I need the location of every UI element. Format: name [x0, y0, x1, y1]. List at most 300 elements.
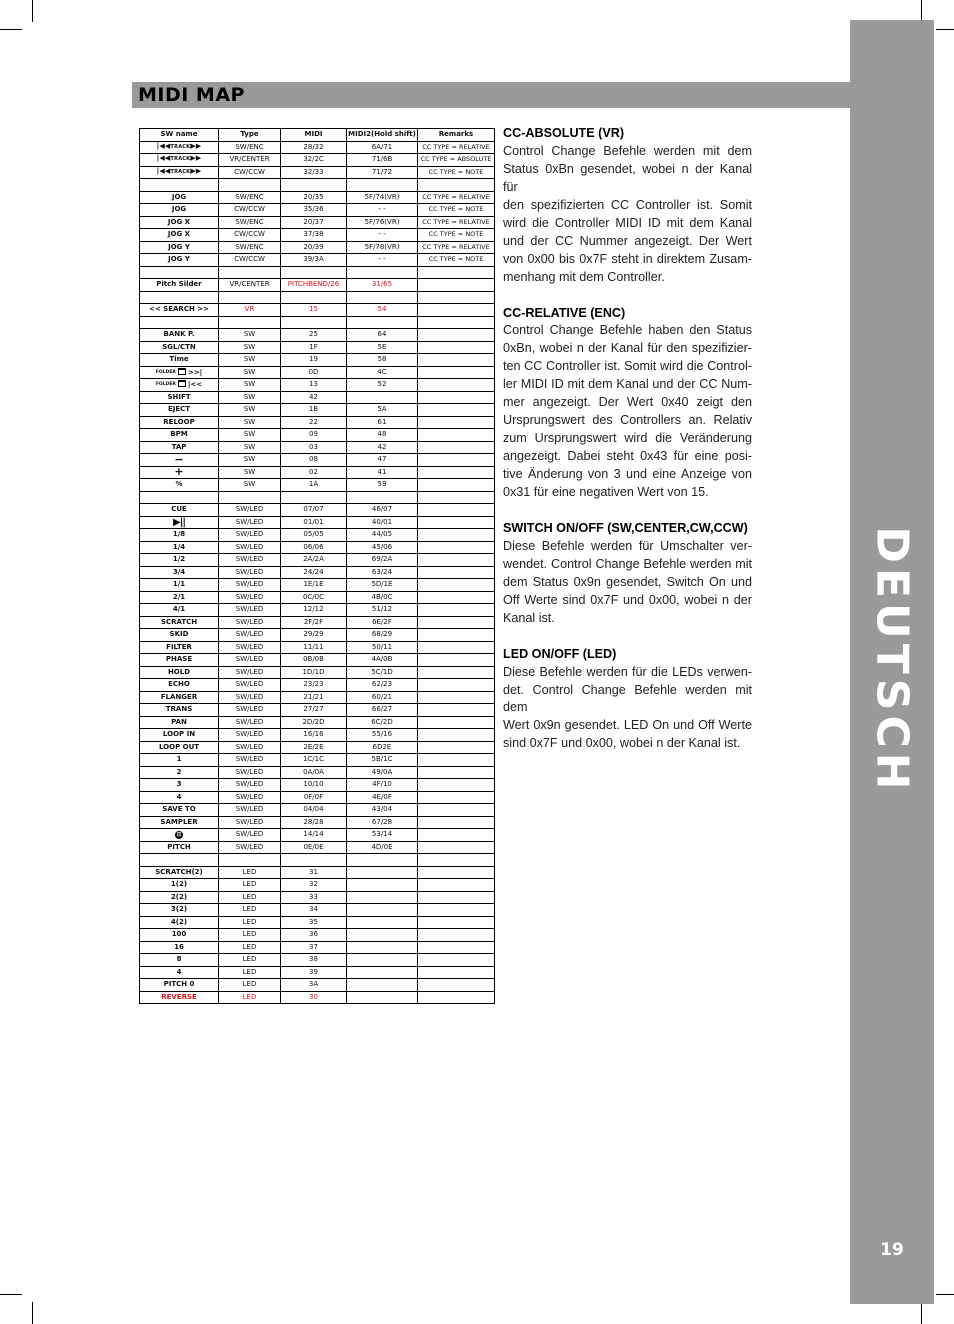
table-row	[140, 341, 495, 354]
table-row	[140, 466, 495, 479]
midi-cell: 1F	[281, 341, 347, 354]
sw-name-cell	[140, 479, 219, 492]
midi-cell: 35	[281, 916, 347, 929]
next-arrow-icon: ▶▶	[190, 154, 202, 163]
sw-name: LOOP OUT	[158, 742, 200, 751]
midi-cell: 32/33	[281, 166, 347, 179]
type-cell: SW/LED	[219, 829, 281, 842]
sw-name: 4/1	[172, 605, 186, 613]
empty-cell	[418, 266, 495, 279]
crop-mark	[936, 1294, 954, 1295]
play-pause-icon	[173, 517, 185, 528]
midi2-cell: 50/11	[347, 641, 418, 654]
midi2-cell	[347, 891, 418, 904]
sw-name-cell	[140, 454, 219, 467]
table-row	[140, 354, 495, 367]
midi-cell: 1C/1C	[281, 754, 347, 767]
remarks-cell	[418, 366, 495, 379]
sw-name: REVERSE	[161, 992, 197, 1001]
table-row	[140, 391, 495, 404]
empty-cell	[347, 854, 418, 867]
midi2-cell: 71/6B	[347, 154, 418, 167]
sw-name: Pitch Silder	[156, 280, 202, 288]
midi2-cell: 45/06	[347, 541, 418, 554]
sw-name: 3	[176, 780, 182, 788]
text-line: von 0x00 bis 0x7F steht in direktem Zusam-	[503, 251, 752, 266]
midi-cell: 34	[281, 904, 347, 917]
table-row	[140, 816, 495, 829]
midi-cell: 2E/2E	[281, 741, 347, 754]
type-cell: SW/LED	[219, 616, 281, 629]
sw-name-cell	[140, 466, 219, 479]
empty-cell	[140, 854, 219, 867]
midi-cell: 33	[281, 891, 347, 904]
midi-cell: 32/2C	[281, 154, 347, 167]
blank-row	[140, 179, 495, 192]
type-cell: LED	[219, 929, 281, 942]
sw-name-cell	[140, 566, 219, 579]
sw-name-cell	[140, 891, 219, 904]
sw-name-cell	[140, 329, 219, 342]
play-icon: ▶	[172, 516, 180, 528]
remarks-cell	[418, 941, 495, 954]
type-cell: SW/LED	[219, 804, 281, 817]
section-heading: SWITCH ON/OFF (SW,CENTER,CW,CCW)	[503, 520, 748, 535]
folder-label: FOLDER	[155, 382, 176, 388]
midi2-cell: 6A/71	[347, 141, 418, 154]
remarks-cell	[418, 816, 495, 829]
midi2-cell: 6E/2F	[347, 616, 418, 629]
remarks-cell	[418, 766, 495, 779]
text-line: tive Änderung von 3 und eine Anzeige von	[503, 467, 752, 482]
sw-name: << SEARCH >>	[149, 305, 209, 313]
midi2-cell: 59	[347, 479, 418, 492]
midi2-cell: 41	[347, 466, 418, 479]
text-section	[503, 305, 752, 502]
sw-name-cell	[140, 441, 219, 454]
midi-cell: PITCHBEND/26	[281, 279, 347, 292]
sw-name-cell	[140, 504, 219, 517]
type-cell: SW/LED	[219, 704, 281, 717]
type-cell: CW/CCW	[219, 166, 281, 179]
type-cell: SW/LED	[219, 729, 281, 742]
table-row	[140, 441, 495, 454]
remarks-cell	[418, 929, 495, 942]
sw-name-cell	[140, 691, 219, 704]
table-row	[140, 604, 495, 617]
sw-name-cell	[140, 866, 219, 879]
sw-name-cell	[140, 879, 219, 892]
sw-name: 100	[171, 930, 187, 938]
remarks-cell: CC TYPE = RELATIVE	[418, 191, 495, 204]
midi-cell: 3A	[281, 979, 347, 992]
sw-name: JOG	[171, 192, 187, 201]
midi2-cell: - -	[347, 254, 418, 267]
midi-cell: 22	[281, 416, 347, 429]
sw-name: 8	[176, 955, 182, 963]
table-row	[140, 641, 495, 654]
blank-row	[140, 291, 495, 304]
sw-name: SGL/CTN	[162, 342, 196, 351]
type-cell: LED	[219, 966, 281, 979]
sw-name: FILTER	[166, 642, 192, 651]
midi2-cell: 4D/0E	[347, 841, 418, 854]
remarks-cell	[418, 554, 495, 567]
sw-name: Time	[169, 355, 189, 363]
midi2-cell: 5A	[347, 404, 418, 417]
type-cell: SW/LED	[219, 691, 281, 704]
type-cell: SW/ENC	[219, 241, 281, 254]
blank-row	[140, 491, 495, 504]
prev-arrow-icon: |◀◀	[156, 154, 171, 163]
type-cell: SW/LED	[219, 679, 281, 692]
midi-cell: 29/29	[281, 629, 347, 642]
midi2-cell	[347, 954, 418, 967]
sw-name-cell	[140, 341, 219, 354]
text-section	[503, 646, 752, 754]
midi2-cell: - -	[347, 229, 418, 242]
sw-name-cell	[140, 416, 219, 429]
sw-name: JOG X	[167, 230, 191, 238]
midi2-cell: 48	[347, 429, 418, 442]
midi-cell: 1A	[281, 479, 347, 492]
text-line: zum Ursprungswert wird die Veränderung	[503, 431, 752, 446]
table-row	[140, 204, 495, 217]
type-cell: LED	[219, 891, 281, 904]
midi2-cell	[347, 966, 418, 979]
remarks-cell: CC TYPE = RELATIVE	[418, 241, 495, 254]
sw-name: |<<	[187, 380, 203, 389]
sw-name-cell	[140, 954, 219, 967]
midi-cell: 36	[281, 929, 347, 942]
track-icon	[157, 155, 202, 164]
section-heading: LED ON/OFF (LED)	[503, 646, 617, 661]
type-cell: SW/LED	[219, 579, 281, 592]
remarks-cell	[418, 516, 495, 529]
sw-name-cell	[140, 166, 219, 179]
midi2-cell: 44/05	[347, 529, 418, 542]
type-cell: SW/LED	[219, 666, 281, 679]
sw-name-cell	[140, 391, 219, 404]
midi-cell: 05/05	[281, 529, 347, 542]
midi-cell: 37/38	[281, 229, 347, 242]
sw-name: 1(2)	[170, 880, 188, 888]
remarks-cell	[418, 354, 495, 367]
table-row	[140, 766, 495, 779]
column-header: SW name	[140, 129, 219, 142]
midi2-cell: 4A/0B	[347, 654, 418, 667]
empty-cell	[281, 291, 347, 304]
empty-cell	[281, 179, 347, 192]
midi2-cell: 4F/10	[347, 779, 418, 792]
midi-cell: 09	[281, 429, 347, 442]
column-header: MIDI2(Hold shift)	[347, 129, 418, 142]
column-header: Type	[219, 129, 281, 142]
table-row	[140, 404, 495, 417]
sw-name-cell	[140, 966, 219, 979]
midi-cell: 01/01	[281, 516, 347, 529]
table-row	[140, 941, 495, 954]
section-heading: CC-RELATIVE (ENC)	[503, 305, 626, 320]
empty-cell	[418, 316, 495, 329]
sw-name: FLANGER	[160, 692, 198, 701]
type-cell: VR/CENTER	[219, 154, 281, 167]
remarks-cell	[418, 404, 495, 417]
section-body	[503, 322, 752, 502]
midi2-cell	[347, 866, 418, 879]
minus-icon: −	[174, 453, 184, 466]
remarks-cell	[418, 954, 495, 967]
table-row	[140, 966, 495, 979]
sw-name-cell	[140, 554, 219, 567]
sw-name: >>|	[187, 368, 203, 377]
sw-name: 1/1	[172, 580, 186, 588]
midi-cell: 15	[281, 304, 347, 317]
type-cell: VR/CENTER	[219, 279, 281, 292]
midi2-cell: 31/65	[347, 279, 418, 292]
empty-cell	[140, 491, 219, 504]
table-row	[140, 154, 495, 167]
midi2-cell: 61	[347, 416, 418, 429]
text-line: ten CC Controller ist. Somit wird die Control-	[503, 359, 752, 374]
midi-cell: 23/23	[281, 679, 347, 692]
midi2-cell: 71/72	[347, 166, 418, 179]
table-row	[140, 241, 495, 254]
table-row	[140, 254, 495, 267]
midi2-cell	[347, 391, 418, 404]
table-row	[140, 929, 495, 942]
remarks-cell	[418, 479, 495, 492]
table-row	[140, 904, 495, 917]
empty-cell	[140, 316, 219, 329]
sw-name: SAMPLER	[160, 817, 198, 826]
crop-mark	[921, 1302, 922, 1324]
table-row	[140, 629, 495, 642]
table-row	[140, 366, 495, 379]
type-cell: SW/LED	[219, 754, 281, 767]
midi-cell: 32	[281, 879, 347, 892]
remarks-cell	[418, 604, 495, 617]
midi-cell: 0C/0C	[281, 591, 347, 604]
midi-cell: 02	[281, 466, 347, 479]
remarks-cell	[418, 666, 495, 679]
section-title: MIDI MAP	[138, 84, 245, 106]
remarks-cell: CC TYPE = NOTE	[418, 229, 495, 242]
sw-name-cell	[140, 429, 219, 442]
midi-cell: 30	[281, 991, 347, 1004]
midi-cell: 11/11	[281, 641, 347, 654]
midi-cell: 24/24	[281, 566, 347, 579]
crop-mark	[32, 1302, 33, 1324]
sw-name-cell	[140, 916, 219, 929]
midi-cell: 1B	[281, 404, 347, 417]
empty-cell	[140, 291, 219, 304]
table-row	[140, 566, 495, 579]
remarks-cell	[418, 504, 495, 517]
section-body	[503, 143, 752, 287]
midi2-cell: 6D2E	[347, 741, 418, 754]
midi2-cell: 40/01	[347, 516, 418, 529]
sw-name-cell	[140, 641, 219, 654]
midi2-cell: 4E/0F	[347, 791, 418, 804]
text-line: ler MIDI ID mit dem Kanal und der CC Num-	[503, 377, 752, 392]
type-cell: SW/ENC	[219, 141, 281, 154]
text-line: wendet. Control Change Befehle werden mit	[503, 556, 752, 571]
type-cell: LED	[219, 979, 281, 992]
midi2-cell: 5F/78(VR)	[347, 241, 418, 254]
remarks-cell	[418, 591, 495, 604]
midi2-cell: 64	[347, 329, 418, 342]
track-icon	[157, 168, 202, 177]
remarks-cell: CC TYPE = NOTE	[418, 166, 495, 179]
folder-shape-icon	[178, 368, 186, 375]
remarks-cell	[418, 791, 495, 804]
midi-cell: 38	[281, 954, 347, 967]
empty-cell	[219, 179, 281, 192]
midi2-cell: 51/12	[347, 604, 418, 617]
midi2-cell: - -	[347, 204, 418, 217]
type-cell: SW/LED	[219, 529, 281, 542]
table-row	[140, 991, 495, 1004]
remarks-cell	[418, 541, 495, 554]
table-row	[140, 579, 495, 592]
remarks-cell	[418, 679, 495, 692]
midi-cell: 0B/0B	[281, 654, 347, 667]
type-cell: SW/LED	[219, 791, 281, 804]
midi2-cell: 42	[347, 441, 418, 454]
table-row	[140, 716, 495, 729]
empty-cell	[281, 491, 347, 504]
table-row	[140, 541, 495, 554]
sw-name-cell	[140, 141, 219, 154]
remarks-cell	[418, 629, 495, 642]
midi-cell: 27/27	[281, 704, 347, 717]
midi-cell: 1D/1D	[281, 666, 347, 679]
folder-label: FOLDER	[155, 369, 176, 375]
table-row	[140, 754, 495, 767]
table-row	[140, 779, 495, 792]
sw-name-cell	[140, 254, 219, 267]
text-line: Diese Befehle werden für Umschalter ver-	[503, 538, 752, 553]
remarks-cell	[418, 279, 495, 292]
remarks-cell: CC TYPE = RELATIVE	[418, 141, 495, 154]
sw-name: 2/1	[172, 592, 186, 601]
section-header-bar	[132, 82, 850, 108]
table-row	[140, 866, 495, 879]
midi2-cell: 47	[347, 454, 418, 467]
table-row	[140, 729, 495, 742]
type-cell: SW/LED	[219, 766, 281, 779]
prev-arrow-icon: |◀◀	[156, 166, 171, 175]
sw-name-cell	[140, 741, 219, 754]
table-row	[140, 279, 495, 292]
empty-cell	[281, 854, 347, 867]
remarks-cell	[418, 716, 495, 729]
table-row	[140, 141, 495, 154]
type-cell: SW	[219, 404, 281, 417]
sw-name: HOLD	[167, 667, 191, 676]
midi-cell: 0E/0E	[281, 841, 347, 854]
sw-name-cell	[140, 216, 219, 229]
midi-cell: 2D/2D	[281, 716, 347, 729]
sw-name: 1/4	[172, 542, 186, 551]
type-cell: LED	[219, 991, 281, 1004]
text-line: Ursprungswert des Controllers an. Relativ	[503, 413, 752, 428]
table-row	[140, 329, 495, 342]
sw-name-cell	[140, 816, 219, 829]
sw-name-cell	[140, 366, 219, 379]
midi-cell: 07/07	[281, 504, 347, 517]
lock-icon: ⊡	[176, 830, 182, 838]
table-row	[140, 804, 495, 817]
empty-cell	[418, 179, 495, 192]
empty-cell	[418, 491, 495, 504]
midi2-cell: 5C/1D	[347, 666, 418, 679]
track-label: TRACK	[170, 143, 191, 150]
empty-cell	[219, 291, 281, 304]
midi-cell: 42	[281, 391, 347, 404]
midi2-cell	[347, 916, 418, 929]
remarks-cell	[418, 841, 495, 854]
sw-name: JOG Y	[168, 242, 190, 251]
sw-name: TRANS	[165, 705, 193, 713]
text-line: menhang mit dem Controller.	[503, 269, 665, 284]
remarks-cell	[418, 991, 495, 1004]
midi-cell: 16/16	[281, 729, 347, 742]
midi2-cell	[347, 991, 418, 1004]
midi-cell: 39	[281, 966, 347, 979]
type-cell: LED	[219, 954, 281, 967]
empty-cell	[347, 179, 418, 192]
type-cell: LED	[219, 866, 281, 879]
language-label-container	[850, 525, 934, 795]
sw-name: 1/2	[172, 555, 186, 563]
type-cell: SW	[219, 379, 281, 392]
remarks-cell	[418, 529, 495, 542]
empty-cell	[418, 291, 495, 304]
table-row	[140, 891, 495, 904]
type-cell: SW	[219, 354, 281, 367]
midi2-cell: 43/04	[347, 804, 418, 817]
midi2-cell: 5D/1E	[347, 579, 418, 592]
table-row	[140, 554, 495, 567]
crop-mark	[921, 0, 922, 22]
next-arrow-icon: ▶▶	[190, 141, 202, 150]
track-icon	[157, 143, 202, 152]
text-line: Control Change Befehle werden mit dem	[503, 143, 752, 158]
table-row	[140, 691, 495, 704]
midi-cell: 0D	[281, 366, 347, 379]
midi2-cell: 5F/76(VR)	[347, 216, 418, 229]
midi-map-table	[139, 128, 495, 1004]
sw-name: RELOOP	[163, 417, 195, 426]
sw-name: SCRATCH(2)	[155, 867, 203, 876]
midi-cell: 20/39	[281, 241, 347, 254]
next-arrow-icon: ▶▶	[190, 166, 202, 175]
midi2-cell: 5B/1C	[347, 754, 418, 767]
midi-cell: 35/36	[281, 204, 347, 217]
sw-name: SKID	[169, 630, 189, 638]
midi2-cell: 6C/2D	[347, 716, 418, 729]
midi-cell: 0F/0F	[281, 791, 347, 804]
midi2-cell: 5F/74(VR)	[347, 191, 418, 204]
remarks-cell	[418, 779, 495, 792]
remarks-cell	[418, 579, 495, 592]
remarks-cell: CC TYPE = NOTE	[418, 254, 495, 267]
midi2-cell: 68/29	[347, 629, 418, 642]
sw-name: 3(2)	[170, 905, 188, 913]
empty-cell	[418, 854, 495, 867]
